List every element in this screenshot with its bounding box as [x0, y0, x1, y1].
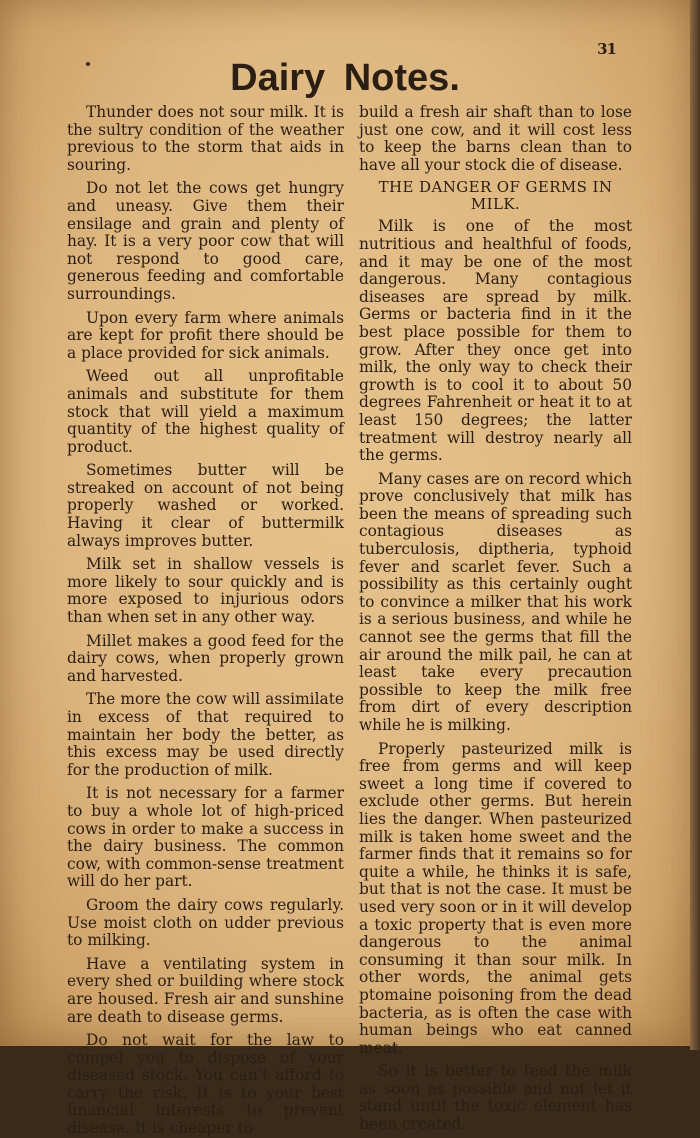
paragraph: Millet makes a good feed for the dairy cows, when properly grown and harvested.: [67, 631, 344, 685]
paragraph: Many cases are on record which prove conclusively that milk has been the means of spreading such contagious diseases as tuberculosis, diptheria, typhoid fever and scarlet fever. Such a possibility as this certainly ought to convince a milker that his work is a serious business, and while he cannot see the germs that fill the air around the milk pail, he can at least take every precaution possible to keep the milk free from dirt of every description while he is milking.: [359, 469, 632, 734]
book-spine-edge: [690, 0, 700, 1050]
paragraph: The more the cow will assimilate in excess of that required to maintain her body the better, as this excess may be used directly for the production of milk.: [67, 690, 344, 779]
paragraph: It is not necessary for a farmer to buy a whole lot of high-priced cows in order to make a success in the dairy business. The common cow, with common-sense treatment will do her part.: [67, 784, 344, 891]
paragraph: Weed out all unprofitable animals and substitute for them stock that will yield a maximum quantity of the highest quality of product.: [67, 367, 344, 456]
paragraph: Thunder does not sour milk. It is the sultry condition of the weather previous to the storm that aids in souring.: [67, 103, 344, 174]
paragraph: Do not wait for the law to compel you to dispose of your diseased stock. You can't afford to carry the risk. It is to your best financial interests to prevent disease. It is cheaper to: [67, 1031, 344, 1138]
section-heading: THE DANGER OF GERMS IN MILK.: [378, 178, 613, 214]
paragraph: Sometimes butter will be streaked on account of not being properly washed or worked. Having it clear of buttermilk always improves butter.: [67, 461, 344, 550]
paragraph: Upon every farm where animals are kept for profit there should be a place provided for sick animals.: [67, 308, 344, 362]
paragraph: So it is better to feed the milk as soon as possible and not let it stand until the toxic element has been created.: [359, 1062, 632, 1134]
left-column: [67, 104, 344, 1138]
page-title: Dairy Notes.: [230, 57, 460, 99]
paragraph: Milk is one of the most nutritious and healthful of foods, and it may be one of the most dangerous. Many contagious diseases are spread by milk. Germs or bacteria find in it the best place possible for them to grow. After they once get into milk, the only way to check their growth is to cool it to about 50 degrees Fahrenheit or heat it to at least 150 degrees; the latter treatment will destroy nearly all the germs.: [359, 217, 632, 465]
paragraph: Properly pasteurized milk is free from germs and will keep sweet a long time if covered to exclude other germs. But herein lies the danger. When pasteurized milk is taken home sweet and the farmer finds that it remains so for quite a while, he thinks it is safe, but that is not the case. It must be used very soon or in it will develop a toxic property that is even more dangerous to the animal consuming it than sour milk. In other words, the animal gets ptomaine poisoning from the dead bacteria, as is often the case with human beings who eat canned meat.: [359, 739, 632, 1057]
page-number: 31: [597, 40, 616, 58]
paragraph-continuation: build a fresh air shaft than to lose just one cow, and it will cost less to keep the barns clean than to have all your stock die of disease.: [359, 103, 632, 174]
paragraph: Groom the dairy cows regularly. Use moist cloth on udder previous to milking.: [67, 895, 344, 950]
right-column: [359, 104, 632, 1134]
paragraph: Do not let the cows get hungry and uneasy. Give them their ensilage and grain and plenty of hay. It is a very poor cow that will not respond to good care, generous feeding and comfortable surroundings.: [67, 179, 344, 303]
paragraph: Milk set in shallow vessels is more likely to sour quickly and is more exposed to injurious odors than when set in any other way.: [67, 555, 344, 627]
paragraph: Have a ventilating system in every shed or building where stock are housed. Fresh air and sunshine are death to disease germs.: [67, 954, 344, 1026]
